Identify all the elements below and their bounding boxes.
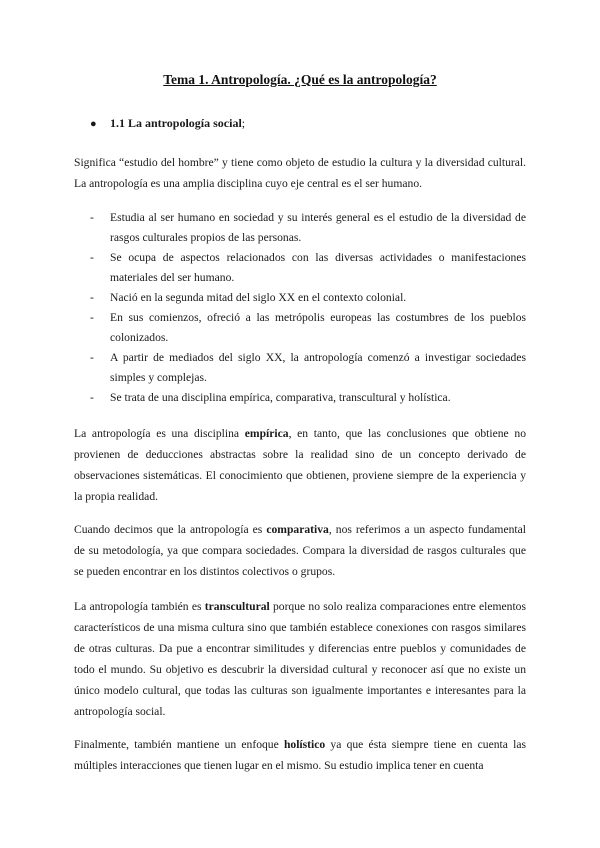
comparativa-paragraph [74,519,526,582]
list-item-text: Se ocupa de aspectos relacionados con las diversas actividades o manifestaciones materiales del ser humano. [110,251,526,284]
dash-marker: - [90,211,94,224]
dash-marker: - [90,311,94,324]
list-item [90,248,526,288]
list-item-text: Nació en la segunda mitad del siglo XX en el contexto colonial. [110,291,407,304]
list-item-text: Estudia al ser humano en sociedad y su interés general es el estudio de la diversidad de rasgos culturales propios de las personas. [110,211,526,244]
intro-paragraph: Significa “estudio del hombre” y tiene como objeto de estudio la cultura y la diversidad cultural. La antropología es una amplia disciplina cuyo eje central es el ser humano. [74,156,526,190]
characteristics-list [90,208,526,408]
paragraph-text: , nos referimos a un aspecto fundamental de su metodología, ya que compara sociedades. Compara la diversidad de rasgos culturales que se pueden encontrar en los distintos colectivos o grupos. [74,523,526,578]
section-heading-semicolon: ; [241,116,246,130]
paragraph-text: La antropología es una disciplina [74,427,245,440]
empirica-paragraph [74,423,526,507]
paragraph-text: Finalmente, también mantiene un enfoque [74,738,284,751]
list-item-text: A partir de mediados del siglo XX, la antropología comenzó a investigar sociedades simples y complejas. [110,351,526,384]
list-item [90,288,526,308]
paragraph-text: , en tanto, que las conclusiones que obtiene no provienen de deducciones abstractas sobre la realidad sino de un concepto derivado de observaciones sistemáticas. El conocimiento que obtienen, proviene siempre de la experiencia y la propia realidad. [74,427,526,503]
dash-marker: - [90,351,94,364]
paragraph-text: ya que ésta siempre tiene en cuenta las múltiples interacciones que tienen lugar en el mismo. Su estudio implica tener en cuenta [74,738,526,772]
paragraph-text: porque no solo realiza comparaciones entre elementos característicos de una misma cultura sino que también establece conexiones con rasgos similares de otras culturas. Da pue a encontrar similitudes y diferencias entre pueblos y comunidades de todo el mundo. Su objetivo es descubrir la diversidad cultural y reconocer así que no existe un único modelo cultural, que todas las culturas son igualmente importantes e interesantes para la antropología social. [74,600,526,718]
page-title: Tema 1. Antropología. ¿Qué es la antropología? [163,72,437,87]
dash-marker: - [90,391,94,404]
list-item [90,308,526,348]
section-heading-text: 1.1 La antropología social [110,116,242,130]
list-item-text: Se trata de una disciplina empírica, comparativa, transcultural y holística. [110,391,451,404]
bullet-icon: ● [90,118,97,130]
keyword-comparativa: comparativa [266,523,329,536]
dash-marker: - [90,251,94,264]
paragraph-text: La antropología también es [74,600,205,613]
keyword-holistico: holístico [283,738,326,751]
list-item [90,348,526,388]
list-item-text: En sus comienzos, ofreció a las metrópolis europeas las costumbres de los pueblos colonizados. [110,311,526,344]
dash-marker: - [90,291,94,304]
list-item [90,388,526,408]
keyword-transcultural: transcultural [204,600,270,613]
paragraph-text: Cuando decimos que la antropología es [74,523,267,536]
list-item [90,208,526,248]
section-heading [90,116,245,131]
transcultural-paragraph [74,596,526,722]
keyword-empirica: empírica [244,427,289,440]
holistico-paragraph [74,734,526,776]
